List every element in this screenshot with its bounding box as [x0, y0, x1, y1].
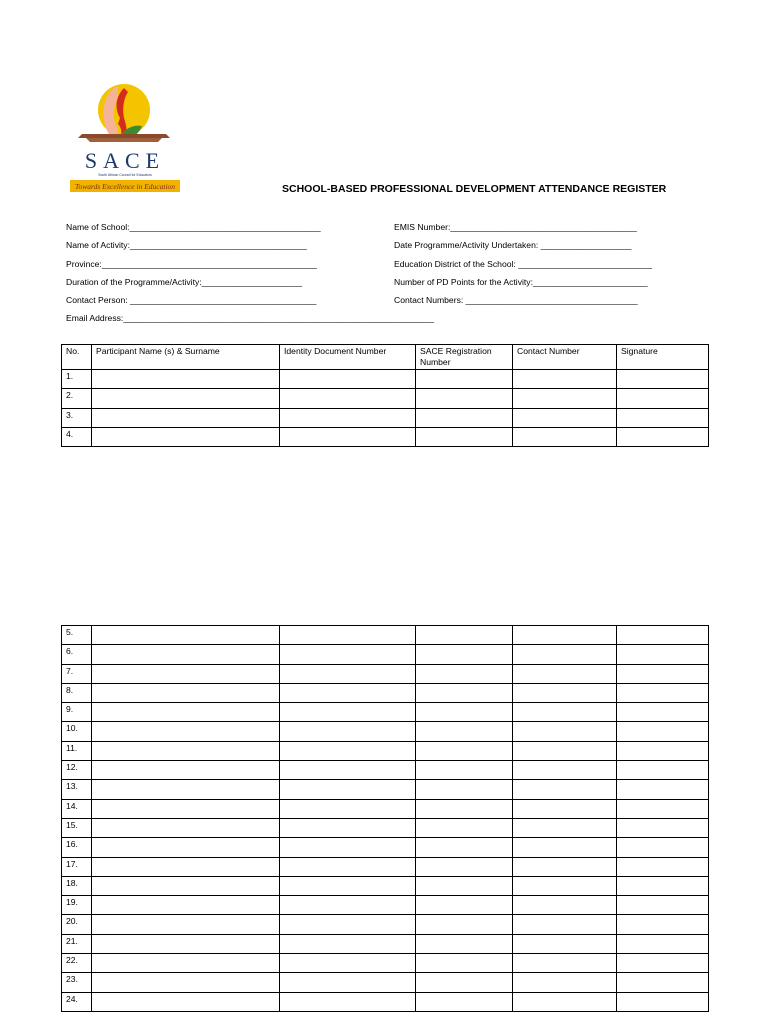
participant-name-cell[interactable] — [92, 664, 280, 683]
contact-number-cell[interactable] — [513, 992, 617, 1011]
id-number-cell[interactable] — [280, 683, 416, 702]
row-number: 22. — [62, 954, 92, 973]
contact-number-cell[interactable] — [513, 683, 617, 702]
sace-registration-cell[interactable] — [416, 857, 513, 876]
contact-number-cell[interactable] — [513, 799, 617, 818]
participant-name-cell[interactable] — [92, 741, 280, 760]
signature-cell[interactable] — [617, 370, 709, 389]
sace-registration-cell[interactable] — [416, 370, 513, 389]
signature-cell[interactable] — [617, 876, 709, 895]
contact-number-cell[interactable] — [513, 722, 617, 741]
signature-cell[interactable] — [617, 645, 709, 664]
participant-name-cell[interactable] — [92, 934, 280, 953]
sace-registration-cell[interactable] — [416, 934, 513, 953]
id-number-cell[interactable] — [280, 703, 416, 722]
table-row — [62, 818, 709, 837]
id-number-cell[interactable] — [280, 876, 416, 895]
signature-cell[interactable] — [617, 683, 709, 702]
participant-name-cell[interactable] — [92, 722, 280, 741]
signature-cell[interactable] — [617, 664, 709, 683]
contact-number-cell[interactable] — [513, 780, 617, 799]
participant-name-cell[interactable] — [92, 408, 280, 427]
sace-registration-cell[interactable] — [416, 703, 513, 722]
participant-name-cell[interactable] — [92, 389, 280, 408]
id-number-cell[interactable] — [280, 896, 416, 915]
row-number: 16. — [62, 838, 92, 857]
row-number: 6. — [62, 645, 92, 664]
contact-person-field[interactable]: Contact Person: _______________________________________ — [66, 295, 317, 306]
participant-name-cell[interactable] — [92, 954, 280, 973]
field-row — [66, 259, 706, 277]
table-row — [62, 664, 709, 683]
table-row — [62, 703, 709, 722]
table-row — [62, 427, 709, 446]
participant-name-cell[interactable] — [92, 973, 280, 992]
contact-number-cell[interactable] — [513, 703, 617, 722]
sace-registration-cell[interactable] — [416, 915, 513, 934]
education-district-field[interactable]: Education District of the School: ____________________________ — [394, 258, 653, 269]
sace-registration-cell[interactable] — [416, 799, 513, 818]
row-number: 21. — [62, 934, 92, 953]
sace-registration-cell[interactable] — [416, 838, 513, 857]
header-id-number: Identity Document Number — [280, 345, 416, 370]
sace-registration-cell[interactable] — [416, 818, 513, 837]
table-row — [62, 799, 709, 818]
table-row — [62, 838, 709, 857]
signature-cell[interactable] — [617, 741, 709, 760]
signature-cell[interactable] — [617, 408, 709, 427]
header-contact-number: Contact Number — [513, 345, 617, 370]
row-number: 1. — [62, 370, 92, 389]
table-row — [62, 934, 709, 953]
signature-cell[interactable] — [617, 896, 709, 915]
table-row — [62, 741, 709, 760]
contact-number-cell[interactable] — [513, 876, 617, 895]
row-number: 3. — [62, 408, 92, 427]
contact-number-cell[interactable] — [513, 389, 617, 408]
participant-name-cell[interactable] — [92, 761, 280, 780]
duration-field[interactable]: Duration of the Programme/Activity:_____________________ — [66, 276, 303, 287]
participant-name-cell[interactable] — [92, 992, 280, 1011]
page-title: SCHOOL-BASED PROFESSIONAL DEVELOPMENT ATTENDANCE REGISTER — [282, 183, 667, 195]
field-row — [66, 295, 706, 313]
attendance-table-page1 — [61, 344, 709, 447]
signature-cell[interactable] — [617, 703, 709, 722]
sace-registration-cell[interactable] — [416, 427, 513, 446]
participant-name-cell[interactable] — [92, 915, 280, 934]
row-number: 2. — [62, 389, 92, 408]
row-number: 4. — [62, 427, 92, 446]
contact-number-cell[interactable] — [513, 645, 617, 664]
row-number: 14. — [62, 799, 92, 818]
id-number-cell[interactable] — [280, 389, 416, 408]
row-number: 19. — [62, 896, 92, 915]
contact-number-cell[interactable] — [513, 818, 617, 837]
sace-registration-cell[interactable] — [416, 992, 513, 1011]
name-of-activity-field[interactable]: Name of Activity:_____________________________________ — [66, 240, 307, 251]
id-number-cell[interactable] — [280, 934, 416, 953]
sace-registration-cell[interactable] — [416, 645, 513, 664]
row-number: 5. — [62, 626, 92, 645]
signature-cell[interactable] — [617, 992, 709, 1011]
participant-name-cell[interactable] — [92, 645, 280, 664]
sace-registration-cell[interactable] — [416, 896, 513, 915]
row-number: 11. — [62, 741, 92, 760]
table-row — [62, 896, 709, 915]
table-row — [62, 780, 709, 799]
id-number-cell[interactable] — [280, 741, 416, 760]
id-number-cell[interactable] — [280, 370, 416, 389]
row-number: 23. — [62, 973, 92, 992]
header-participant-name: Participant Name (s) & Surname — [92, 345, 280, 370]
contact-number-cell[interactable] — [513, 857, 617, 876]
participant-name-cell[interactable] — [92, 818, 280, 837]
id-number-cell[interactable] — [280, 915, 416, 934]
signature-cell[interactable] — [617, 722, 709, 741]
row-number: 24. — [62, 992, 92, 1011]
table-header-row — [62, 345, 709, 370]
participant-name-cell[interactable] — [92, 838, 280, 857]
row-number: 8. — [62, 683, 92, 702]
province-field[interactable]: Province:_____________________________________________ — [66, 258, 317, 269]
id-number-cell[interactable] — [280, 799, 416, 818]
participant-name-cell[interactable] — [92, 626, 280, 645]
participant-name-cell[interactable] — [92, 799, 280, 818]
sace-registration-cell[interactable] — [416, 683, 513, 702]
signature-cell[interactable] — [617, 838, 709, 857]
sace-registration-cell[interactable] — [416, 741, 513, 760]
name-of-school-field[interactable]: Name of School:________________________________________ — [66, 222, 321, 232]
id-number-cell[interactable] — [280, 818, 416, 837]
table-row — [62, 973, 709, 992]
id-number-cell[interactable] — [280, 761, 416, 780]
contact-number-cell[interactable] — [513, 664, 617, 683]
contact-number-cell[interactable] — [513, 934, 617, 953]
table-row — [62, 954, 709, 973]
sace-registration-cell[interactable] — [416, 389, 513, 408]
contact-number-cell[interactable] — [513, 370, 617, 389]
signature-cell[interactable] — [617, 626, 709, 645]
participant-name-cell[interactable] — [92, 683, 280, 702]
contact-numbers-field[interactable]: Contact Numbers: ____________________________________ — [394, 295, 638, 306]
participant-name-cell[interactable] — [92, 876, 280, 895]
table-row — [62, 992, 709, 1011]
signature-cell[interactable] — [617, 780, 709, 799]
email-address-field[interactable]: Email Address:_________________________________________________________________ — [66, 313, 434, 324]
id-number-cell[interactable] — [280, 857, 416, 876]
logo-text: SACE — [84, 148, 166, 173]
header-fields — [66, 222, 706, 332]
id-number-cell[interactable] — [280, 408, 416, 427]
contact-number-cell[interactable] — [513, 915, 617, 934]
id-number-cell[interactable] — [280, 780, 416, 799]
id-number-cell[interactable] — [280, 954, 416, 973]
sace-logo — [66, 78, 184, 196]
table-row — [62, 683, 709, 702]
sace-registration-cell[interactable] — [416, 761, 513, 780]
signature-cell[interactable] — [617, 818, 709, 837]
row-number: 12. — [62, 761, 92, 780]
contact-number-cell[interactable] — [513, 896, 617, 915]
sace-registration-cell[interactable] — [416, 664, 513, 683]
field-row — [66, 240, 706, 258]
table-row — [62, 915, 709, 934]
table-row — [62, 626, 709, 645]
logo-subtitle: South African Council for Educators — [98, 173, 152, 177]
field-row — [66, 313, 706, 331]
sace-registration-cell[interactable] — [416, 954, 513, 973]
pd-points-field[interactable]: Number of PD Points for the Activity:________________________ — [394, 276, 648, 287]
signature-cell[interactable] — [617, 915, 709, 934]
field-row — [66, 222, 706, 240]
sace-registration-cell[interactable] — [416, 626, 513, 645]
contact-number-cell[interactable] — [513, 838, 617, 857]
emis-number-field[interactable]: EMIS Number:_______________________________________ — [394, 222, 637, 232]
id-number-cell[interactable] — [280, 645, 416, 664]
row-number: 18. — [62, 876, 92, 895]
contact-number-cell[interactable] — [513, 761, 617, 780]
contact-number-cell[interactable] — [513, 427, 617, 446]
table-row — [62, 389, 709, 408]
id-number-cell[interactable] — [280, 838, 416, 857]
attendance-table-page2 — [61, 625, 709, 1012]
id-number-cell[interactable] — [280, 992, 416, 1011]
participant-name-cell[interactable] — [92, 780, 280, 799]
table-row — [62, 722, 709, 741]
field-row — [66, 277, 706, 295]
signature-cell[interactable] — [617, 427, 709, 446]
row-number: 17. — [62, 857, 92, 876]
participant-name-cell[interactable] — [92, 896, 280, 915]
participant-name-cell[interactable] — [92, 427, 280, 446]
row-number: 7. — [62, 664, 92, 683]
table-row — [62, 857, 709, 876]
participant-name-cell[interactable] — [92, 857, 280, 876]
contact-number-cell[interactable] — [513, 741, 617, 760]
sace-registration-cell[interactable] — [416, 973, 513, 992]
row-number: 15. — [62, 818, 92, 837]
sace-logo-graphic — [66, 78, 184, 196]
sace-registration-cell[interactable] — [416, 780, 513, 799]
header-signature: Signature — [617, 345, 709, 370]
table-row — [62, 761, 709, 780]
signature-cell[interactable] — [617, 761, 709, 780]
contact-number-cell[interactable] — [513, 954, 617, 973]
header-no: No. — [62, 345, 92, 370]
logo-tagline: Towards Excellence in Education — [74, 182, 176, 191]
contact-number-cell[interactable] — [513, 408, 617, 427]
id-number-cell[interactable] — [280, 973, 416, 992]
id-number-cell[interactable] — [280, 427, 416, 446]
book-bottom — [86, 138, 162, 142]
participant-name-cell[interactable] — [92, 703, 280, 722]
table-body — [62, 370, 709, 447]
id-number-cell[interactable] — [280, 664, 416, 683]
signature-cell[interactable] — [617, 389, 709, 408]
table-row — [62, 408, 709, 427]
signature-cell[interactable] — [617, 799, 709, 818]
date-undertaken-field[interactable]: Date Programme/Activity Undertaken: ___________________ — [394, 240, 632, 251]
id-number-cell[interactable] — [280, 626, 416, 645]
signature-cell[interactable] — [617, 973, 709, 992]
row-number: 9. — [62, 703, 92, 722]
header-sace-registration: SACE Registration Number — [416, 345, 513, 370]
sace-registration-cell[interactable] — [416, 722, 513, 741]
signature-cell[interactable] — [617, 954, 709, 973]
contact-number-cell[interactable] — [513, 973, 617, 992]
signature-cell[interactable] — [617, 934, 709, 953]
table-row — [62, 370, 709, 389]
row-number: 13. — [62, 780, 92, 799]
table-row — [62, 876, 709, 895]
id-number-cell[interactable] — [280, 722, 416, 741]
contact-number-cell[interactable] — [513, 626, 617, 645]
signature-cell[interactable] — [617, 857, 709, 876]
table-body — [62, 626, 709, 1012]
book-top — [78, 134, 170, 138]
row-number: 20. — [62, 915, 92, 934]
row-number: 10. — [62, 722, 92, 741]
sace-registration-cell[interactable] — [416, 408, 513, 427]
participant-name-cell[interactable] — [92, 370, 280, 389]
sace-registration-cell[interactable] — [416, 876, 513, 895]
table-row — [62, 645, 709, 664]
